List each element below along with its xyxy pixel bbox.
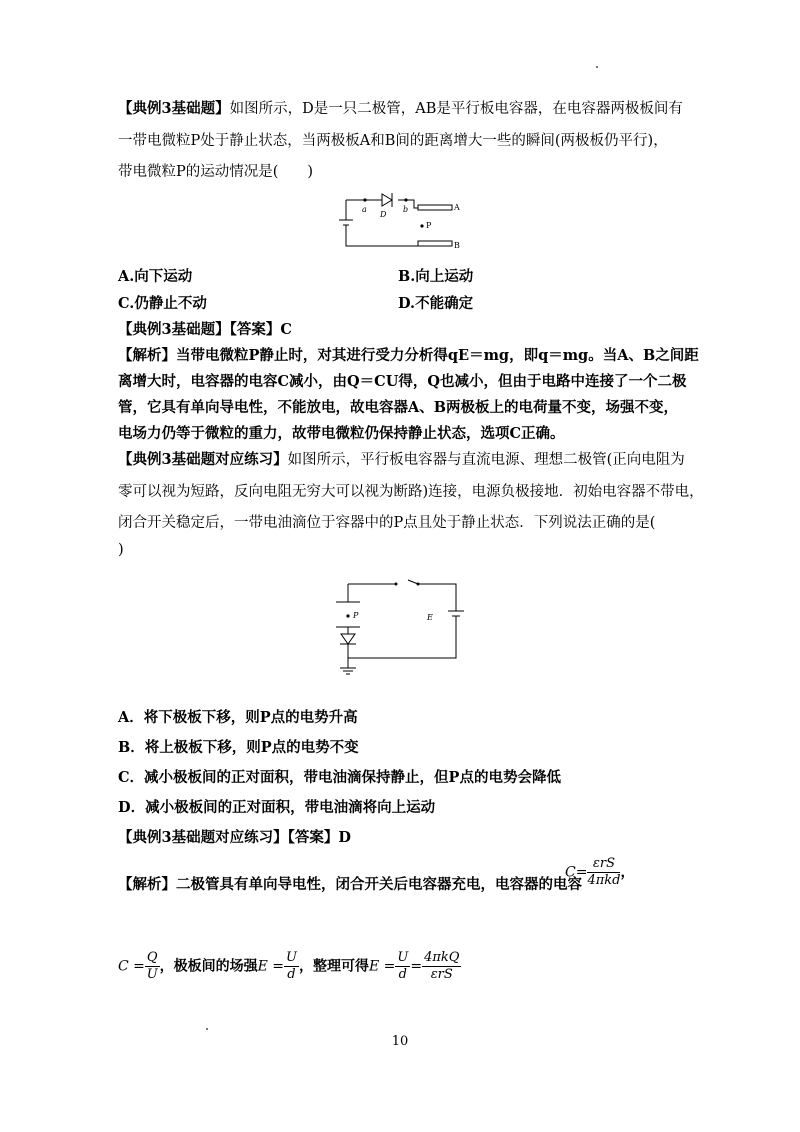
ex1-analysis-3: 管，它具有单向导电性，不能放电，故电容器A、B两极板上的电荷量不变，场强不变， — [118, 399, 679, 416]
formula-e2-equals: = — [410, 958, 423, 975]
ex2-answer-value: D — [338, 829, 351, 846]
ex1-line-3: 带电微粒P的运动情况是( ) — [118, 164, 314, 180]
formula-e-fraction — [284, 950, 299, 983]
formula-e2-denominator-1: d — [398, 967, 407, 982]
formula-mid-text-2: ，整理可得 — [298, 958, 369, 975]
label-d: D — [380, 210, 387, 219]
formula-capacitance — [565, 856, 634, 889]
scan-mark-2 — [206, 1028, 208, 1030]
formula-e-lhs: E = — [257, 958, 284, 975]
node-b-dot — [404, 198, 407, 201]
page-number: 10 — [391, 1034, 409, 1049]
ex1-analysis-1 — [118, 344, 699, 365]
ex2-line-2: 零可以视为短路，反向电阻无穷大可以视为断路)连接，电源负极接地．初始电容器不带电， — [118, 484, 704, 500]
formula-c-fraction — [587, 856, 620, 889]
ex1-analysis-2: 离增大时，电容器的电容C减小，由Q＝CU得，Q也减小，但由于电路中连接了一个二极 — [118, 373, 687, 390]
formula-mid-text-1: ，极板间的场强 — [159, 958, 258, 975]
label-e: E — [427, 613, 433, 622]
formula-e2-lhs: E = — [368, 958, 396, 975]
ex1-option-a: A.向下运动 — [118, 268, 193, 285]
ex1-option-c: C.仍静止不动 — [118, 295, 207, 312]
ex2-answer — [118, 826, 351, 847]
formula-e2-numerator-2: 4πkQ — [424, 950, 460, 965]
ex1-analysis-4: 电场力仍等于微粒的重力，故带电微粒仍保持静止状态，选项C正确。 — [118, 425, 565, 442]
formula-e-numerator: U — [285, 950, 297, 965]
circuit-figure-1 — [334, 190, 474, 256]
formula-c-denominator: 4πkd — [587, 873, 621, 888]
switch-right-dot — [417, 583, 420, 586]
label-plate-b: B — [454, 241, 460, 250]
ex2-heading: 【典例3基础题对应练习】 — [118, 451, 288, 468]
node-a-dot — [363, 198, 366, 201]
ex1-answer-value: C — [280, 321, 292, 338]
particle-p-dot — [420, 224, 423, 227]
label-p: P — [426, 221, 432, 230]
ex2-text-1: 如图所示，平行板电容器与直流电源、理想二极管(正向电阻为 — [287, 452, 685, 468]
ex2-line-1 — [118, 448, 685, 469]
scan-mark — [596, 66, 598, 68]
formula-c-numerator: εrS — [587, 856, 620, 873]
ex2-line-4: ) — [118, 542, 124, 558]
label-p-2: P — [353, 611, 359, 620]
ex2-analysis-text-1: 二极管具有单向导电性，闭合开关后电容器充电，电容器的电容 — [176, 876, 582, 893]
ex2-option-b: B．将上极板下移，则P点的电势不变 — [118, 739, 359, 756]
ex1-analysis-text-1: 当带电微粒P静止时，对其进行受力分析得qE＝mg，即q＝mg。当A、B之间距 — [176, 347, 699, 364]
formula-e2-numerator-1: U — [397, 950, 409, 965]
formula-q-lhs: C = — [118, 958, 145, 975]
formula-e-denominator: d — [287, 967, 296, 982]
formula-line — [118, 950, 461, 983]
ex1-answer-heading: 【典例3基础题】【答案】 — [118, 321, 281, 338]
formula-q-fraction — [145, 950, 160, 983]
ex1-heading: 【典例3基础题】 — [118, 100, 230, 117]
formula-e2-fraction-2 — [422, 950, 461, 983]
ex2-line-3: 闭合开关稳定后，一带电油滴位于容器中的P点且处于静止状态．下列说法正确的是( — [118, 515, 656, 531]
ex1-analysis-heading: 【解析】 — [118, 347, 176, 364]
formula-c-lhs: C= — [565, 864, 588, 881]
formula-e2-fraction-1 — [395, 950, 410, 983]
oil-drop-dot — [346, 614, 349, 617]
ex1-option-d: D.不能确定 — [398, 295, 474, 312]
ex1-line-2: 一带电微粒P处于静止状态，当两极板A和B间的距离增大一些的瞬间(两极板仍平行)， — [118, 133, 668, 149]
ex2-option-d: D．减小极板间的正对面积，带电油滴将向上运动 — [118, 799, 436, 816]
label-b: b — [403, 205, 409, 214]
ex1-text-1: 如图所示，D是一只二极管，AB是平行板电容器，在电容器两极板间有 — [229, 101, 683, 117]
ex2-analysis-heading: 【解析】 — [118, 876, 176, 893]
label-a: a — [362, 205, 367, 214]
ex1-line-1 — [118, 97, 683, 118]
label-plate-a: A — [454, 203, 460, 212]
formula-e2-denominator-2: εrS — [430, 967, 453, 982]
ex2-answer-heading: 【典例3基础题对应练习】【答案】 — [118, 829, 339, 846]
ex1-option-b: B.向上运动 — [398, 268, 474, 285]
ex2-option-a: A．将下极板下移，则P点的电势升高 — [118, 709, 358, 726]
ex1-answer — [118, 318, 292, 339]
formula-q-denominator: U — [146, 967, 158, 982]
formula-c-comma: ， — [620, 864, 635, 881]
ex2-analysis-1 — [118, 873, 582, 894]
switch-left-dot — [395, 583, 398, 586]
circuit-figure-2 — [328, 574, 468, 686]
formula-q-numerator: Q — [146, 950, 158, 965]
ex2-option-c: C．减小极板间的正对面积，带电油滴保持静止，但P点的电势会降低 — [118, 769, 561, 786]
